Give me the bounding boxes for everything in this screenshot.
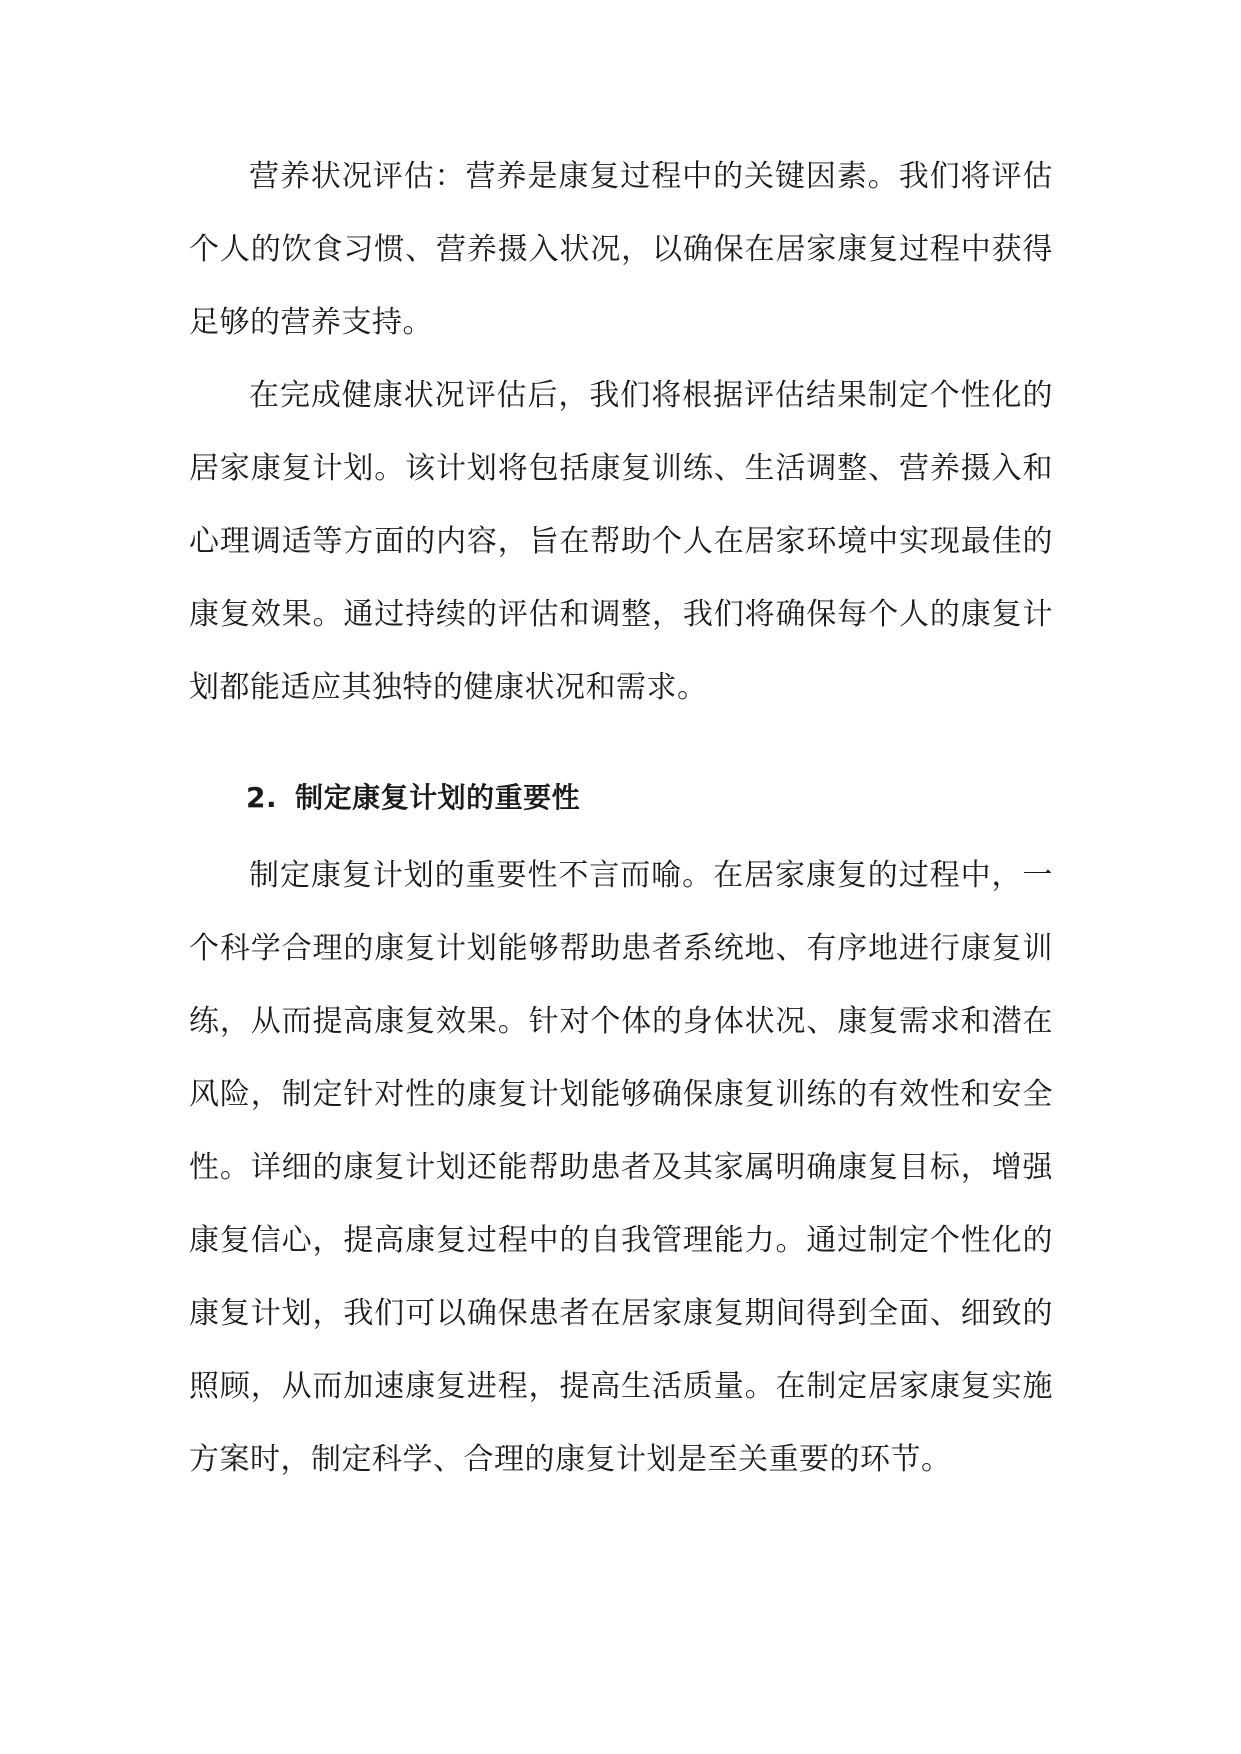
paragraph-plan-after-assessment: 在完成健康状况评估后，我们将根据评估结果制定个性化的居家康复计划。该计划将包括康复训练、生活调整、营养摄入和心理调适等方面的内容，旨在帮助个人在居家环境中实现最佳的康复效果。通过持续的评估和调整，我们将确保每个人的康复计划都能适应其独特的健康状况和需求。 <box>189 378 1053 705</box>
paragraph-nutrition-assessment: 营养状况评估：营养是康复过程中的关键因素。我们将评估个人的饮食习惯、营养摄入状况，以确保在居家康复过程中获得足够的营养支持。 <box>189 159 1053 340</box>
section-number: 2. <box>246 781 278 814</box>
section-title: 制定康复计划的重要性 <box>295 781 581 814</box>
document-page <box>189 140 1053 1496</box>
paragraph-plan-importance: 制定康复计划的重要性不言而喻。在居家康复的过程中，一个科学合理的康复计划能够帮助患者系统地、有序地进行康复训练，从而提高康复效果。针对个体的身体状况、康复需求和潜在风险，制定针对性的康复计划能够确保康复训练的有效性和安全性。详细的康复计划还能帮助患者及其家属明确康复目标，增强康复信心，提高康复过程中的自我管理能力。通过制定个性化的康复计划，我们可以确保患者在居家康复期间得到全面、细致的照顾，从而加速康复进程，提高生活质量。在制定居家康复实施方案时，制定科学、合理的康复计划是至关重要的环节。 <box>189 858 1053 1477</box>
section-heading <box>189 770 1053 826</box>
